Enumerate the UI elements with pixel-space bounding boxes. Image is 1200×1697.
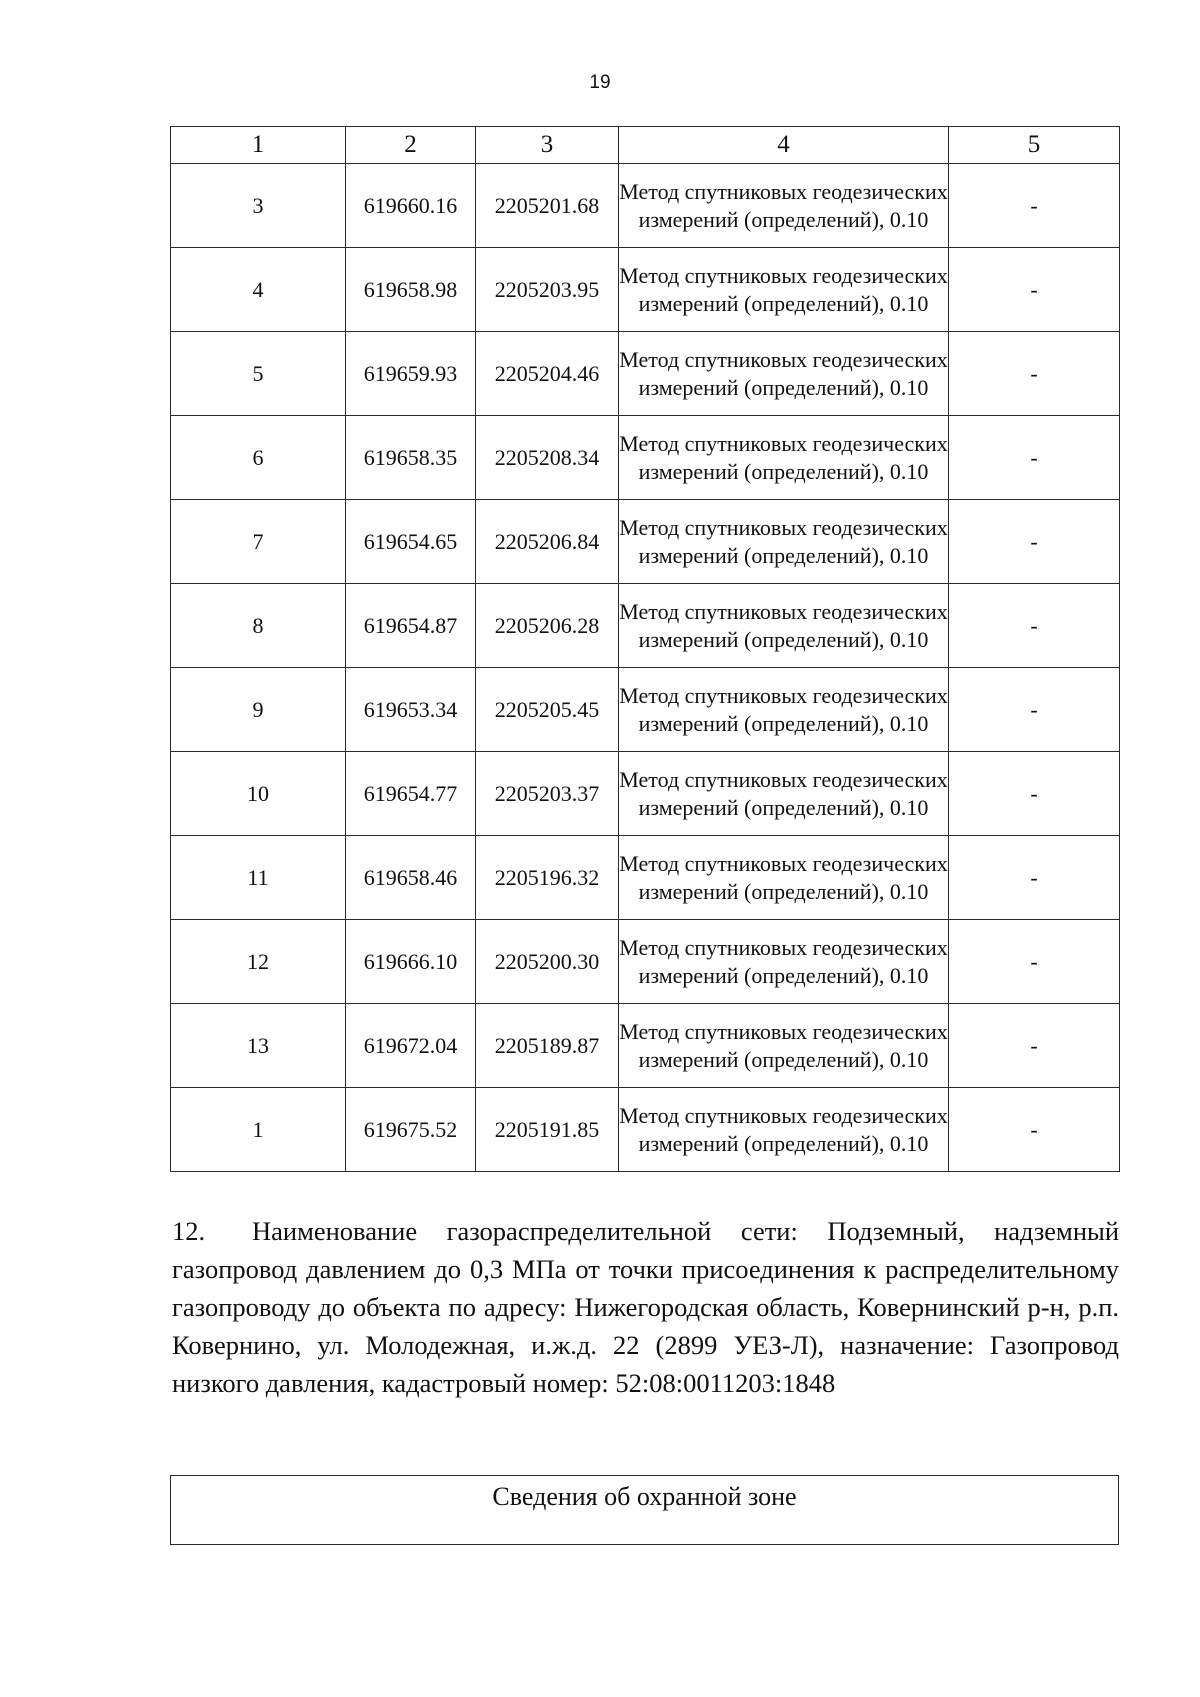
y-coordinate-cell: 2205200.30 xyxy=(476,920,619,1004)
column-header: 1 xyxy=(171,127,346,164)
y-coordinate-cell: 2205206.84 xyxy=(476,500,619,584)
description-cell: - xyxy=(949,1088,1120,1172)
section-number: 12. xyxy=(172,1216,206,1246)
method-cell: Метод спутниковых геодезических измерений (определений), 0.10 xyxy=(619,836,949,920)
table-row xyxy=(171,332,1120,416)
y-coordinate-cell: 2205205.45 xyxy=(476,668,619,752)
y-coordinate-cell: 2205206.28 xyxy=(476,584,619,668)
table-row xyxy=(171,500,1120,584)
coordinates-table xyxy=(170,126,1120,1172)
method-cell: Метод спутниковых геодезических измерений (определений), 0.10 xyxy=(619,920,949,1004)
point-number-cell: 7 xyxy=(171,500,346,584)
description-cell: - xyxy=(949,584,1120,668)
section-paragraph xyxy=(172,1212,1119,1402)
table-row xyxy=(171,836,1120,920)
table-row xyxy=(171,416,1120,500)
method-cell: Метод спутниковых геодезических измерений (определений), 0.10 xyxy=(619,752,949,836)
method-cell: Метод спутниковых геодезических измерений (определений), 0.10 xyxy=(619,1088,949,1172)
description-cell: - xyxy=(949,920,1120,1004)
x-coordinate-cell: 619660.16 xyxy=(346,164,476,248)
point-number-cell: 11 xyxy=(171,836,346,920)
y-coordinate-cell: 2205196.32 xyxy=(476,836,619,920)
point-number-cell: 9 xyxy=(171,668,346,752)
x-coordinate-cell: 619653.34 xyxy=(346,668,476,752)
table-row xyxy=(171,668,1120,752)
protection-zone-title: Сведения об охранной зоне xyxy=(492,1482,797,1511)
point-number-cell: 12 xyxy=(171,920,346,1004)
y-coordinate-cell: 2205189.87 xyxy=(476,1004,619,1088)
x-coordinate-cell: 619659.93 xyxy=(346,332,476,416)
table-header-row xyxy=(171,127,1120,164)
table-row xyxy=(171,752,1120,836)
point-number-cell: 6 xyxy=(171,416,346,500)
method-cell: Метод спутниковых геодезических измерений (определений), 0.10 xyxy=(619,416,949,500)
description-cell: - xyxy=(949,668,1120,752)
y-coordinate-cell: 2205201.68 xyxy=(476,164,619,248)
description-cell: - xyxy=(949,1004,1120,1088)
table-row xyxy=(171,164,1120,248)
protection-zone-box xyxy=(170,1475,1119,1545)
method-cell: Метод спутниковых геодезических измерений (определений), 0.10 xyxy=(619,248,949,332)
point-number-cell: 3 xyxy=(171,164,346,248)
x-coordinate-cell: 619654.65 xyxy=(346,500,476,584)
point-number-cell: 4 xyxy=(171,248,346,332)
column-header: 4 xyxy=(619,127,949,164)
method-cell: Метод спутниковых геодезических измерений (определений), 0.10 xyxy=(619,164,949,248)
x-coordinate-cell: 619654.87 xyxy=(346,584,476,668)
point-number-cell: 1 xyxy=(171,1088,346,1172)
point-number-cell: 5 xyxy=(171,332,346,416)
column-header: 5 xyxy=(949,127,1120,164)
description-cell: - xyxy=(949,836,1120,920)
description-cell: - xyxy=(949,164,1120,248)
description-cell: - xyxy=(949,248,1120,332)
y-coordinate-cell: 2205208.34 xyxy=(476,416,619,500)
point-number-cell: 10 xyxy=(171,752,346,836)
description-cell: - xyxy=(949,332,1120,416)
method-cell: Метод спутниковых геодезических измерений (определений), 0.10 xyxy=(619,332,949,416)
table-row xyxy=(171,1088,1120,1172)
y-coordinate-cell: 2205203.37 xyxy=(476,752,619,836)
page-number: 19 xyxy=(589,72,611,93)
description-cell: - xyxy=(949,416,1120,500)
x-coordinate-cell: 619666.10 xyxy=(346,920,476,1004)
x-coordinate-cell: 619675.52 xyxy=(346,1088,476,1172)
column-header: 2 xyxy=(346,127,476,164)
method-cell: Метод спутниковых геодезических измерений (определений), 0.10 xyxy=(619,500,949,584)
method-cell: Метод спутниковых геодезических измерений (определений), 0.10 xyxy=(619,1004,949,1088)
x-coordinate-cell: 619658.35 xyxy=(346,416,476,500)
table-body xyxy=(171,164,1120,1172)
section-text: Наименование газораспределительной сети: Подземный, надземный газопровод давлением до 0,3 МПа от точки присоединения к распределительному газопроводу до объекта по адресу: Нижегородская область, Ковернинский р-н, р.п. Ковернино, ул. Молодежная, и.ж.д. 22 (2899 УЕЗ-Л), назначение: Газопровод низкого давления, кадастровый номер: 52:08:0011203:1848 xyxy=(172,1216,1119,1398)
table-row xyxy=(171,248,1120,332)
table-row xyxy=(171,1004,1120,1088)
table-row xyxy=(171,920,1120,1004)
column-header: 3 xyxy=(476,127,619,164)
point-number-cell: 8 xyxy=(171,584,346,668)
description-cell: - xyxy=(949,500,1120,584)
x-coordinate-cell: 619658.46 xyxy=(346,836,476,920)
x-coordinate-cell: 619654.77 xyxy=(346,752,476,836)
method-cell: Метод спутниковых геодезических измерений (определений), 0.10 xyxy=(619,668,949,752)
x-coordinate-cell: 619658.98 xyxy=(346,248,476,332)
table-row xyxy=(171,584,1120,668)
y-coordinate-cell: 2205191.85 xyxy=(476,1088,619,1172)
method-cell: Метод спутниковых геодезических измерений (определений), 0.10 xyxy=(619,584,949,668)
point-number-cell: 13 xyxy=(171,1004,346,1088)
x-coordinate-cell: 619672.04 xyxy=(346,1004,476,1088)
y-coordinate-cell: 2205203.95 xyxy=(476,248,619,332)
y-coordinate-cell: 2205204.46 xyxy=(476,332,619,416)
description-cell: - xyxy=(949,752,1120,836)
